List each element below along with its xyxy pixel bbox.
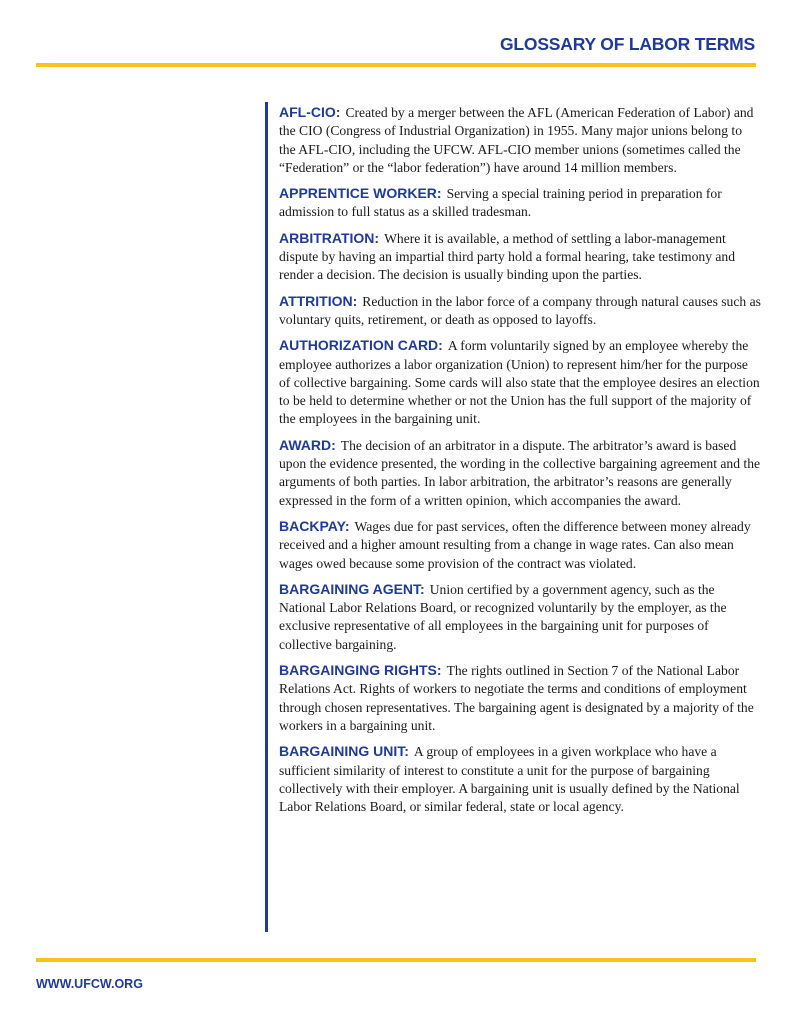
glossary-definition: Union certified by a government agency, such as the National Labor Relations Board, or recognized voluntarily by the employer, as the exclusive representative of all employees in the bargaining unit for purposes of collective bargaining. (279, 581, 727, 652)
glossary-term: BACKPAY: (279, 517, 350, 534)
glossary-definition: A group of employees in a given workplace who have a sufficient similarity of interest to constitute a unit for the purpose of bargaining collectively with their employer. A bargaining unit is usually defined by the National Labor Relations Board, or similar federal, state or local agency. (279, 744, 740, 815)
glossary-definition: Created by a merger between the AFL (American Federation of Labor) and the CIO (Congress of Industrial Organization) in 1955. Many major unions belong to the AFL-CIO, including the UFCW. AFL-CIO member unions (sometimes called the “Federation” or the “labor federation”) have around 14 million members. (279, 105, 754, 175)
glossary-definition: A form voluntarily signed by an employee whereby the employee authorizes a labor organization (Union) to represent him/her for the purpose of collective bargaining. Some cards will also state that the employee desires an election to be held to determine whether or not the Union has the full support of the majority of the employees in the bargaining unit. (279, 338, 760, 427)
footer-url[interactable]: WWW.UFCW.ORG (36, 977, 143, 991)
glossary-entry-attrition (279, 292, 761, 330)
header-divider (36, 63, 756, 67)
glossary-term: ATTRITION: (279, 292, 358, 309)
glossary-definition: The rights outlined in Section 7 of the National Labor Relations Act. Rights of workers to negotiate the terms and conditions of employment through chosen representatives. The bargaining agent is designated by a majority of the workers in a bargaining unit. (279, 663, 754, 733)
glossary-term: BARGAINING UNIT: (279, 743, 409, 760)
glossary-entry-apprentice-worker (279, 184, 761, 222)
glossary-definition: Serving a special training period in preparation for admission to full status as a skilled tradesman. (279, 186, 722, 220)
glossary-definition: Reduction in the labor force of a company through natural causes such as voluntary quits, retirement, or death as opposed to layoffs. (279, 293, 761, 327)
glossary-term: AFL-CIO: (279, 104, 341, 120)
glossary-entry-bargaining-agent (279, 580, 761, 654)
glossary-definition: The decision of an arbitrator in a dispute. The arbitrator’s award is based upon the evidence presented, the wording in the collective bargaining agreement and the arguments of both parties. In labor arbitration, the arbitrator’s reasons are generally expressed in the form of a written opinion, which accompanies the award. (279, 437, 761, 508)
glossary-term: BARGAINING AGENT: (279, 580, 425, 597)
footer-divider (36, 958, 756, 962)
glossary-entries (279, 103, 761, 823)
glossary-term: AUTHORIZATION CARD: (279, 337, 443, 354)
glossary-term: AWARD: (279, 436, 336, 453)
glossary-term: BARGAINGING RIGHTS: (279, 662, 442, 679)
page-title: GLOSSARY OF LABOR TERMS (500, 34, 755, 54)
entries-accent-bar (265, 102, 268, 932)
glossary-entry-arbitration (279, 229, 761, 285)
glossary-definition: Wages due for past services, often the difference between money already received and a higher amount resulting from a change in wage rates. Can also mean wages owed because some provision of the contract was violated. (279, 518, 751, 571)
glossary-entry-authorization-card (279, 336, 761, 428)
glossary-entry-award (279, 436, 761, 510)
glossary-entry-bargaining-unit (279, 742, 761, 816)
glossary-term: APPRENTICE WORKER: (279, 185, 442, 202)
glossary-entry-afl-cio (279, 103, 761, 177)
glossary-entry-backpay (279, 517, 761, 573)
glossary-entry-bargaining-rights (279, 661, 761, 735)
glossary-term: ARBITRATION: (279, 229, 380, 246)
glossary-definition: Where it is available, a method of settling a labor-management dispute by having an impartial third party hold a formal hearing, take testimony and render a decision. The decision is usually binding upon the parties. (279, 230, 736, 283)
